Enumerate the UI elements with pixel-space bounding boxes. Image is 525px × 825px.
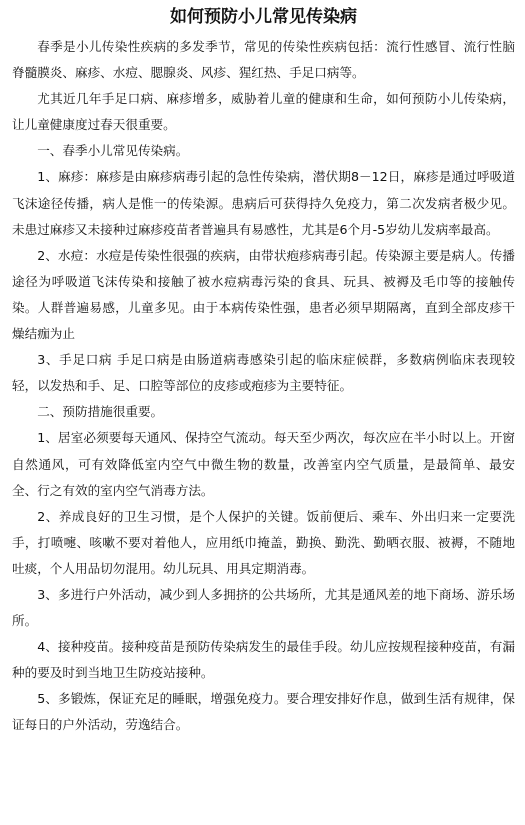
paragraph-intro: 春季是小儿传染性疾病的多发季节，常见的传染性疾病包括：流行性感冒、流行性脑脊髓膜炎、麻疹、水痘、腮腺炎、风疹、猩红热、手足口病等。 — [12, 39, 515, 81]
paragraph-chickenpox: 2、水痘：水痘是传染性很强的疾病，由带状疱疹病毒引起。传染源主要是病人。传播途径为呼吸道飞沫传染和接触了被水痘病毒污染的食具、玩具、被褥及毛巾等的接触传染。人群普遍易感，儿童多见。由于本病传染性强，患者必须早期隔离，直到全部皮疹干燥结痂为止 — [12, 247, 515, 342]
section-heading-prevention: 二、预防措施很重要。 — [37, 404, 164, 420]
paragraph-hand-foot-mouth: 3、手足口病 手足口病是由肠道病毒感染引起的临床症候群，多数病例临床表现较轻，以发热和手、足、口腔等部位的皮疹或疱疹为主要特征。 — [12, 352, 515, 394]
paragraph-exercise: 5、多锻炼，保证充足的睡眠，增强免疫力。要合理安排好作息，做到生活有规律，保证每日的户外活动，劳逸结合。 — [12, 691, 515, 733]
paragraph-outdoor-activity: 3、多进行户外活动，减少到人多拥挤的公共场所，尤其是通风差的地下商场、游乐场所。 — [12, 586, 515, 629]
paragraph-measles: 1、麻疹：麻疹是由麻疹病毒引起的急性传染病，潜伏期8－12日，麻疹是通过呼吸道飞沫途径传播，病人是惟一的传染源。患病后可获得持久免疫力，第二次发病者极少见。未患过麻疹又未接种过麻疹疫苗者普遍具有易感性，尤其是6个月-5岁幼儿发病率最高。 — [12, 169, 515, 237]
document-title: 如何预防小儿常见传染病 — [170, 7, 357, 27]
paragraph-hygiene: 2、养成良好的卫生习惯，是个人保护的关键。饭前便后、乘车、外出归来一定要洗手，打喷嚏、咳嗽不要对着他人，应用纸巾掩盖，勤换、勤洗、勤晒衣服、被褥，不随地吐痰，个人用品切勿混用。幼儿玩具、用具定期消毒。 — [12, 508, 515, 576]
paragraph-threat: 尤其近几年手足口病、麻疹增多，威胁着儿童的健康和生命，如何预防小儿传染病，让儿童健康度过春天很重要。 — [12, 91, 515, 133]
paragraph-ventilation: 1、居室必须要每天通风、保持空气流动。每天至少两次，每次应在半小时以上。开窗自然通风，可有效降低室内空气中微生物的数量，改善室内空气质量，是最简单、最安全、行之有效的室内空气消毒方法。 — [12, 430, 515, 498]
section-heading-common-diseases: 一、春季小儿常见传染病。 — [37, 143, 189, 159]
paragraph-vaccination: 4、接种疫苗。接种疫苗是预防传染病发生的最佳手段。幼儿应按规程接种疫苗，有漏种的要及时到当地卫生防疫站接种。 — [12, 639, 515, 681]
